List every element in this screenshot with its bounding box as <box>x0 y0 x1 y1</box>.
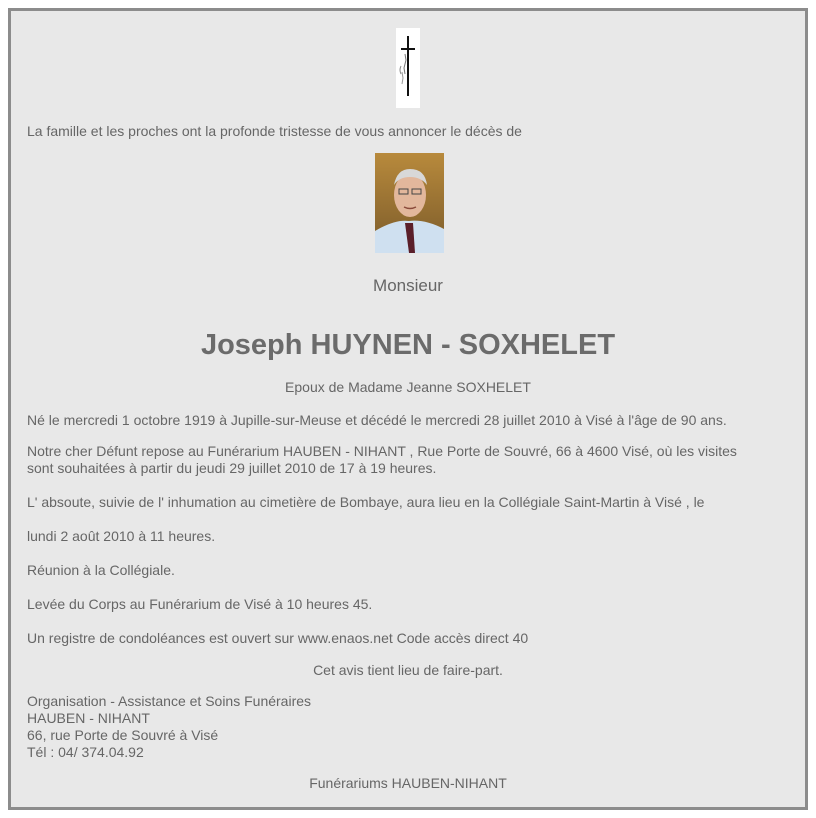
ceremony-date: lundi 2 août 2010 à 11 heures. <box>27 528 216 544</box>
obituary-card <box>8 8 808 810</box>
notice-text: Cet avis tient lieu de faire-part. <box>313 662 503 678</box>
deceased-name: Joseph HUYNEN - SOXHELET <box>200 329 616 361</box>
reunion-text: Réunion à la Collégiale. <box>27 562 175 578</box>
birth-death-text: Né le mercredi 1 octobre 1919 à Jupille-sur-Meuse et décédé le mercredi 28 juillet 2010 à Visé à l'âge de 90 ans. <box>27 412 727 428</box>
footer-text: Funérariums HAUBEN-NIHANT <box>309 775 507 791</box>
spouse-line: Epoux de Madame Jeanne SOXHELET <box>285 379 531 395</box>
repose-line-1: Notre cher Défunt repose au Funérarium HAUBEN - NIHANT , Rue Porte de Souvré, 66 à 4600 Visé, où les visites <box>27 443 737 459</box>
register-text: Un registre de condoléances est ouvert sur www.enaos.net Code accès direct 40 <box>27 630 529 646</box>
deceased-portrait <box>375 153 444 253</box>
levee-text: Levée du Corps au Funérarium de Visé à 10 heures 45. <box>27 596 373 612</box>
organisation-line-2: HAUBEN - NIHANT <box>27 710 150 726</box>
intro-text: La famille et les proches ont la profonde tristesse de vous annoncer le décès de <box>27 123 522 139</box>
organisation-line-1: Organisation - Assistance et Soins Funéraires <box>27 693 312 709</box>
repose-line-2: sont souhaitées à partir du jeudi 29 juillet 2010 de 17 à 19 heures. <box>27 460 437 476</box>
organisation-line-4: Tél : 04/ 374.04.92 <box>27 744 144 760</box>
cross-emblem <box>396 28 420 108</box>
ceremony-text: L' absoute, suivie de l' inhumation au cimetière de Bombaye, aura lieu en la Collégiale Saint-Martin à Visé , le <box>27 494 705 510</box>
organisation-line-3: 66, rue Porte de Souvré à Visé <box>27 727 219 743</box>
honorific: Monsieur <box>373 276 443 295</box>
